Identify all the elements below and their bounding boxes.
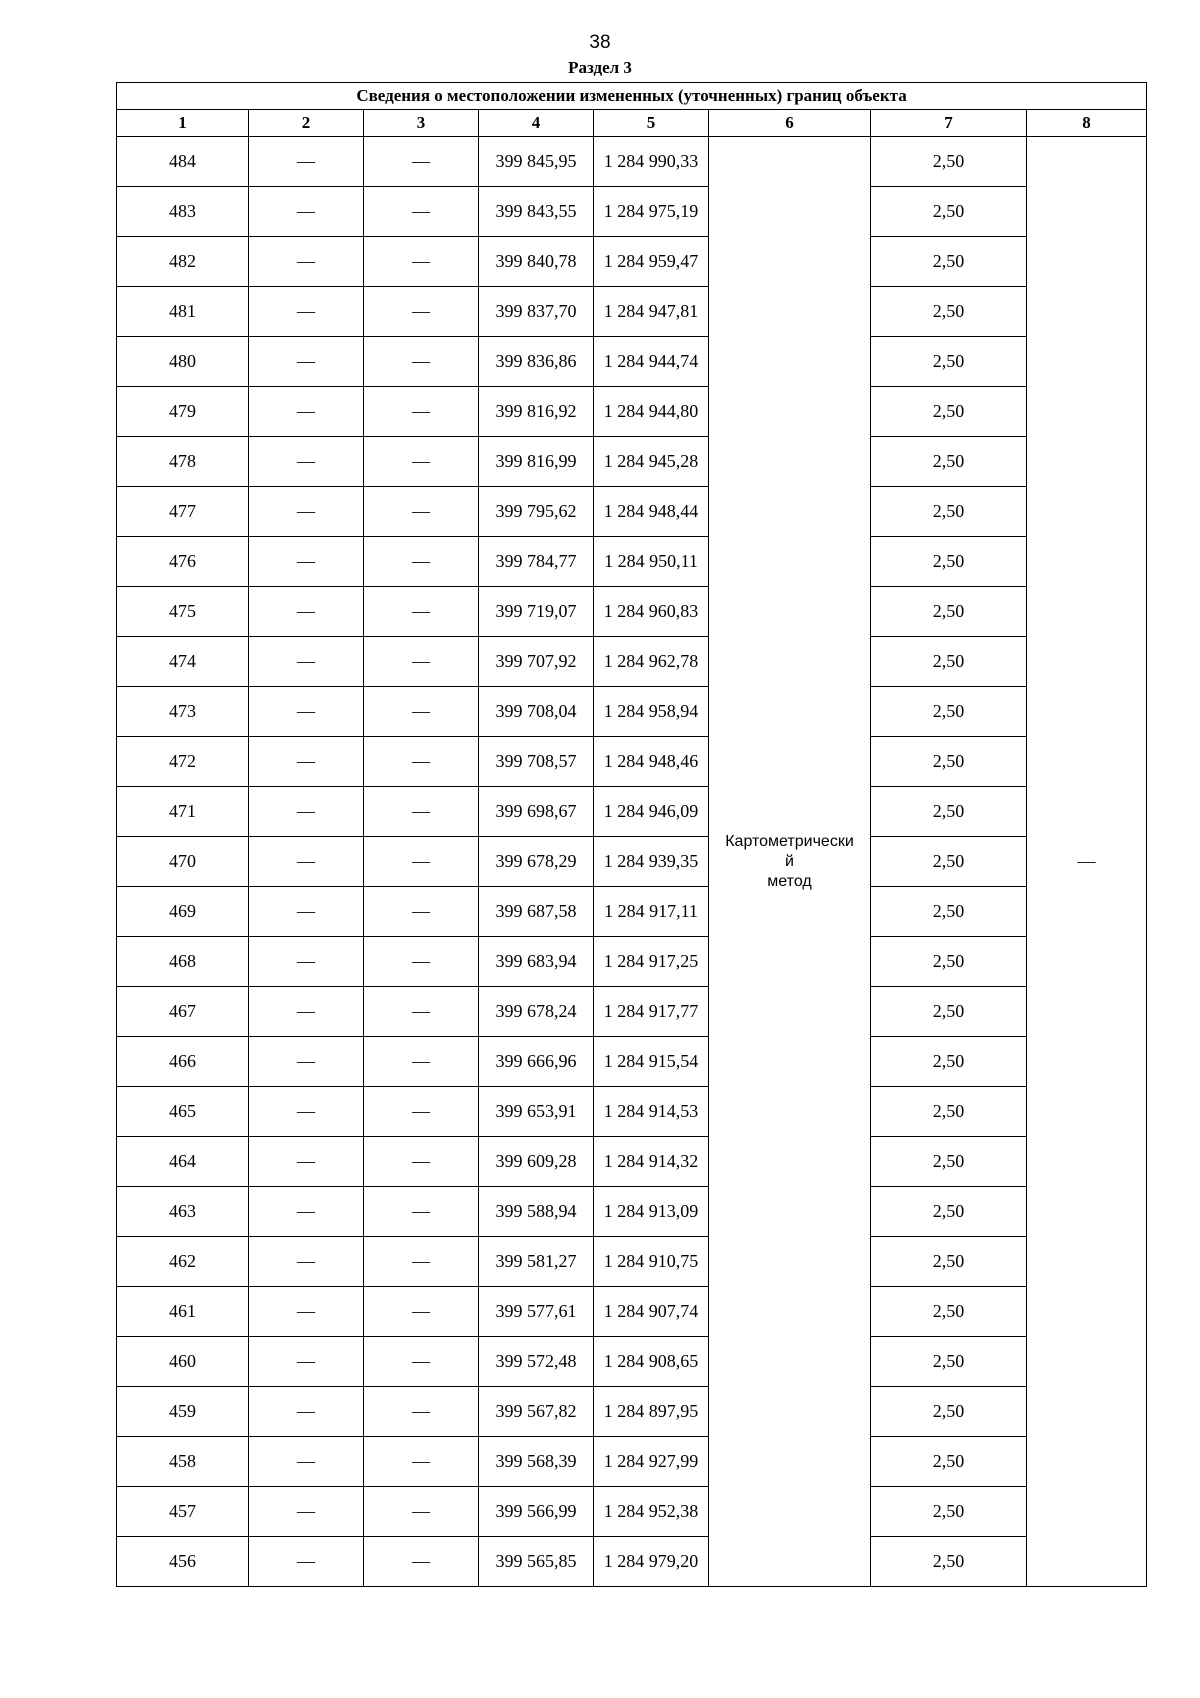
page-number: 38: [589, 32, 611, 53]
column-3-cell: —: [364, 337, 479, 387]
column-number-6: 6: [709, 110, 871, 137]
table-row: [117, 587, 1147, 637]
column-8-cell: —: [1027, 137, 1147, 1587]
column-2-cell: —: [249, 537, 364, 587]
table-row: [117, 1187, 1147, 1237]
column-2-cell: —: [249, 1137, 364, 1187]
y-coordinate-cell: 1 284 913,09: [594, 1187, 709, 1237]
accuracy-cell: 2,50: [871, 1137, 1027, 1187]
point-number-cell: 472: [117, 737, 249, 787]
x-coordinate-cell: 399 572,48: [479, 1337, 594, 1387]
column-number-2: 2: [249, 110, 364, 137]
x-coordinate-cell: 399 816,92: [479, 387, 594, 437]
accuracy-cell: 2,50: [871, 937, 1027, 987]
accuracy-cell: 2,50: [871, 787, 1027, 837]
y-coordinate-cell: 1 284 944,74: [594, 337, 709, 387]
table-row: [117, 287, 1147, 337]
accuracy-cell: 2,50: [871, 187, 1027, 237]
column-3-cell: —: [364, 687, 479, 737]
x-coordinate-cell: 399 565,85: [479, 1537, 594, 1587]
table-row: [117, 687, 1147, 737]
x-coordinate-cell: 399 588,94: [479, 1187, 594, 1237]
point-number-cell: 463: [117, 1187, 249, 1237]
y-coordinate-cell: 1 284 917,25: [594, 937, 709, 987]
column-3-cell: —: [364, 837, 479, 887]
x-coordinate-cell: 399 784,77: [479, 537, 594, 587]
y-coordinate-cell: 1 284 948,46: [594, 737, 709, 787]
x-coordinate-cell: 399 795,62: [479, 487, 594, 537]
table-body: [117, 137, 1147, 1587]
table-row: [117, 1537, 1147, 1587]
column-2-cell: —: [249, 1087, 364, 1137]
x-coordinate-cell: 399 581,27: [479, 1237, 594, 1287]
column-3-cell: —: [364, 437, 479, 487]
point-number-cell: 481: [117, 287, 249, 337]
accuracy-cell: 2,50: [871, 1287, 1027, 1337]
column-2-cell: —: [249, 437, 364, 487]
point-number-cell: 467: [117, 987, 249, 1037]
x-coordinate-cell: 399 708,04: [479, 687, 594, 737]
x-coordinate-cell: 399 609,28: [479, 1137, 594, 1187]
column-3-cell: —: [364, 137, 479, 187]
y-coordinate-cell: 1 284 952,38: [594, 1487, 709, 1537]
table-row: [117, 1437, 1147, 1487]
column-3-cell: —: [364, 887, 479, 937]
boundary-coordinates-table: [116, 82, 1147, 1587]
method-text-line-3: метод: [767, 872, 812, 890]
table-row: [117, 1137, 1147, 1187]
y-coordinate-cell: 1 284 948,44: [594, 487, 709, 537]
column-2-cell: —: [249, 1187, 364, 1237]
table-row: [117, 1087, 1147, 1137]
y-coordinate-cell: 1 284 962,78: [594, 637, 709, 687]
x-coordinate-cell: 399 698,67: [479, 787, 594, 837]
x-coordinate-cell: 399 836,86: [479, 337, 594, 387]
accuracy-cell: 2,50: [871, 1187, 1027, 1237]
column-3-cell: —: [364, 737, 479, 787]
table-row: [117, 737, 1147, 787]
x-coordinate-cell: 399 567,82: [479, 1387, 594, 1437]
x-coordinate-cell: 399 566,99: [479, 1487, 594, 1537]
table-row: [117, 887, 1147, 937]
column-3-cell: —: [364, 1387, 479, 1437]
table-row: [117, 1287, 1147, 1337]
y-coordinate-cell: 1 284 907,74: [594, 1287, 709, 1337]
column-2-cell: —: [249, 137, 364, 187]
column-3-cell: —: [364, 287, 479, 337]
column-3-cell: —: [364, 187, 479, 237]
column-2-cell: —: [249, 737, 364, 787]
point-number-cell: 478: [117, 437, 249, 487]
table-row: [117, 937, 1147, 987]
x-coordinate-cell: 399 687,58: [479, 887, 594, 937]
point-number-cell: 465: [117, 1087, 249, 1137]
x-coordinate-cell: 399 577,61: [479, 1287, 594, 1337]
accuracy-cell: 2,50: [871, 1337, 1027, 1387]
y-coordinate-cell: 1 284 960,83: [594, 587, 709, 637]
point-number-cell: 471: [117, 787, 249, 837]
x-coordinate-cell: 399 708,57: [479, 737, 594, 787]
point-number-cell: 482: [117, 237, 249, 287]
column-3-cell: —: [364, 937, 479, 987]
accuracy-cell: 2,50: [871, 887, 1027, 937]
table-row: [117, 387, 1147, 437]
x-coordinate-cell: 399 719,07: [479, 587, 594, 637]
point-number-cell: 473: [117, 687, 249, 737]
column-3-cell: —: [364, 1137, 479, 1187]
column-3-cell: —: [364, 387, 479, 437]
point-number-cell: 462: [117, 1237, 249, 1287]
table-row: [117, 1037, 1147, 1087]
column-number-5: 5: [594, 110, 709, 137]
column-2-cell: —: [249, 987, 364, 1037]
point-number-cell: 470: [117, 837, 249, 887]
table-row: [117, 837, 1147, 887]
column-number-8: 8: [1027, 110, 1147, 137]
column-2-cell: —: [249, 1537, 364, 1587]
table-row: [117, 187, 1147, 237]
point-number-cell: 480: [117, 337, 249, 387]
point-number-cell: 461: [117, 1287, 249, 1337]
x-coordinate-cell: 399 707,92: [479, 637, 594, 687]
accuracy-cell: 2,50: [871, 1537, 1027, 1587]
point-number-cell: 464: [117, 1137, 249, 1187]
y-coordinate-cell: 1 284 910,75: [594, 1237, 709, 1287]
table-row: [117, 237, 1147, 287]
method-cell: [709, 137, 871, 1587]
accuracy-cell: 2,50: [871, 387, 1027, 437]
column-2-cell: —: [249, 1487, 364, 1537]
column-3-cell: —: [364, 1437, 479, 1487]
accuracy-cell: 2,50: [871, 337, 1027, 387]
column-2-cell: —: [249, 237, 364, 287]
accuracy-cell: 2,50: [871, 1087, 1027, 1137]
x-coordinate-cell: 399 666,96: [479, 1037, 594, 1087]
y-coordinate-cell: 1 284 945,28: [594, 437, 709, 487]
y-coordinate-cell: 1 284 915,54: [594, 1037, 709, 1087]
accuracy-cell: 2,50: [871, 1437, 1027, 1487]
point-number-cell: 469: [117, 887, 249, 937]
table-row: [117, 1237, 1147, 1287]
column-2-cell: —: [249, 1037, 364, 1087]
accuracy-cell: 2,50: [871, 587, 1027, 637]
y-coordinate-cell: 1 284 979,20: [594, 1537, 709, 1587]
column-2-cell: —: [249, 637, 364, 687]
point-number-cell: 459: [117, 1387, 249, 1437]
y-coordinate-cell: 1 284 908,65: [594, 1337, 709, 1387]
point-number-cell: 479: [117, 387, 249, 437]
point-number-cell: 483: [117, 187, 249, 237]
point-number-cell: 484: [117, 137, 249, 187]
x-coordinate-cell: 399 840,78: [479, 237, 594, 287]
x-coordinate-cell: 399 568,39: [479, 1437, 594, 1487]
x-coordinate-cell: 399 843,55: [479, 187, 594, 237]
y-coordinate-cell: 1 284 939,35: [594, 837, 709, 887]
column-3-cell: —: [364, 1037, 479, 1087]
x-coordinate-cell: 399 653,91: [479, 1087, 594, 1137]
column-3-cell: —: [364, 1537, 479, 1587]
column-3-cell: —: [364, 987, 479, 1037]
column-3-cell: —: [364, 1337, 479, 1387]
point-number-cell: 475: [117, 587, 249, 637]
column-2-cell: —: [249, 787, 364, 837]
column-3-cell: —: [364, 787, 479, 837]
x-coordinate-cell: 399 678,29: [479, 837, 594, 887]
point-number-cell: 456: [117, 1537, 249, 1587]
column-3-cell: —: [364, 587, 479, 637]
y-coordinate-cell: 1 284 959,47: [594, 237, 709, 287]
table-row: [117, 137, 1147, 187]
table-row: [117, 1337, 1147, 1387]
column-number-7: 7: [871, 110, 1027, 137]
y-coordinate-cell: 1 284 927,99: [594, 1437, 709, 1487]
table-row: [117, 787, 1147, 837]
column-number-1: 1: [117, 110, 249, 137]
table-row: [117, 1487, 1147, 1537]
column-2-cell: —: [249, 837, 364, 887]
accuracy-cell: 2,50: [871, 1487, 1027, 1537]
accuracy-cell: 2,50: [871, 1387, 1027, 1437]
column-2-cell: —: [249, 887, 364, 937]
x-coordinate-cell: 399 845,95: [479, 137, 594, 187]
y-coordinate-cell: 1 284 944,80: [594, 387, 709, 437]
column-3-cell: —: [364, 1237, 479, 1287]
accuracy-cell: 2,50: [871, 487, 1027, 537]
column-3-cell: —: [364, 237, 479, 287]
column-2-cell: —: [249, 387, 364, 437]
method-text: [709, 832, 870, 892]
column-3-cell: —: [364, 1487, 479, 1537]
y-coordinate-cell: 1 284 897,95: [594, 1387, 709, 1437]
column-3-cell: —: [364, 1087, 479, 1137]
column-3-cell: —: [364, 637, 479, 687]
table-row: [117, 1387, 1147, 1437]
accuracy-cell: 2,50: [871, 137, 1027, 187]
x-coordinate-cell: 399 816,99: [479, 437, 594, 487]
column-2-cell: —: [249, 187, 364, 237]
table-row: [117, 437, 1147, 487]
y-coordinate-cell: 1 284 917,77: [594, 987, 709, 1037]
method-text-line-2: й: [785, 852, 794, 870]
x-coordinate-cell: 399 837,70: [479, 287, 594, 337]
column-3-cell: —: [364, 1187, 479, 1237]
table-row: [117, 337, 1147, 387]
y-coordinate-cell: 1 284 950,11: [594, 537, 709, 587]
column-2-cell: —: [249, 1287, 364, 1337]
accuracy-cell: 2,50: [871, 737, 1027, 787]
column-2-cell: —: [249, 487, 364, 537]
y-coordinate-cell: 1 284 975,19: [594, 187, 709, 237]
accuracy-cell: 2,50: [871, 687, 1027, 737]
accuracy-cell: 2,50: [871, 287, 1027, 337]
point-number-cell: 457: [117, 1487, 249, 1537]
point-number-cell: 476: [117, 537, 249, 587]
point-number-cell: 477: [117, 487, 249, 537]
y-coordinate-cell: 1 284 958,94: [594, 687, 709, 737]
y-coordinate-cell: 1 284 914,32: [594, 1137, 709, 1187]
column-2-cell: —: [249, 937, 364, 987]
accuracy-cell: 2,50: [871, 1237, 1027, 1287]
column-number-3: 3: [364, 110, 479, 137]
accuracy-cell: 2,50: [871, 987, 1027, 1037]
y-coordinate-cell: 1 284 946,09: [594, 787, 709, 837]
column-3-cell: —: [364, 487, 479, 537]
column-2-cell: —: [249, 337, 364, 387]
column-2-cell: —: [249, 1237, 364, 1287]
accuracy-cell: 2,50: [871, 1037, 1027, 1087]
table-row: [117, 987, 1147, 1037]
column-3-cell: —: [364, 1287, 479, 1337]
accuracy-cell: 2,50: [871, 237, 1027, 287]
y-coordinate-cell: 1 284 990,33: [594, 137, 709, 187]
table-row: [117, 537, 1147, 587]
column-2-cell: —: [249, 687, 364, 737]
column-number-row: [117, 110, 1147, 137]
accuracy-cell: 2,50: [871, 837, 1027, 887]
y-coordinate-cell: 1 284 947,81: [594, 287, 709, 337]
x-coordinate-cell: 399 683,94: [479, 937, 594, 987]
point-number-cell: 460: [117, 1337, 249, 1387]
point-number-cell: 466: [117, 1037, 249, 1087]
accuracy-cell: 2,50: [871, 637, 1027, 687]
column-2-cell: —: [249, 287, 364, 337]
accuracy-cell: 2,50: [871, 537, 1027, 587]
method-text-line-1: Картометрически: [725, 832, 854, 850]
table-caption: Сведения о местоположении измененных (уточненных) границ объекта: [117, 83, 1147, 110]
column-2-cell: —: [249, 1337, 364, 1387]
table-row: [117, 487, 1147, 537]
column-3-cell: —: [364, 537, 479, 587]
column-number-4: 4: [479, 110, 594, 137]
y-coordinate-cell: 1 284 914,53: [594, 1087, 709, 1137]
section-title: Раздел 3: [568, 58, 632, 77]
x-coordinate-cell: 399 678,24: [479, 987, 594, 1037]
column-2-cell: —: [249, 1437, 364, 1487]
point-number-cell: 474: [117, 637, 249, 687]
point-number-cell: 468: [117, 937, 249, 987]
point-number-cell: 458: [117, 1437, 249, 1487]
table-row: [117, 637, 1147, 687]
accuracy-cell: 2,50: [871, 437, 1027, 487]
column-2-cell: —: [249, 1387, 364, 1437]
y-coordinate-cell: 1 284 917,11: [594, 887, 709, 937]
column-2-cell: —: [249, 587, 364, 637]
